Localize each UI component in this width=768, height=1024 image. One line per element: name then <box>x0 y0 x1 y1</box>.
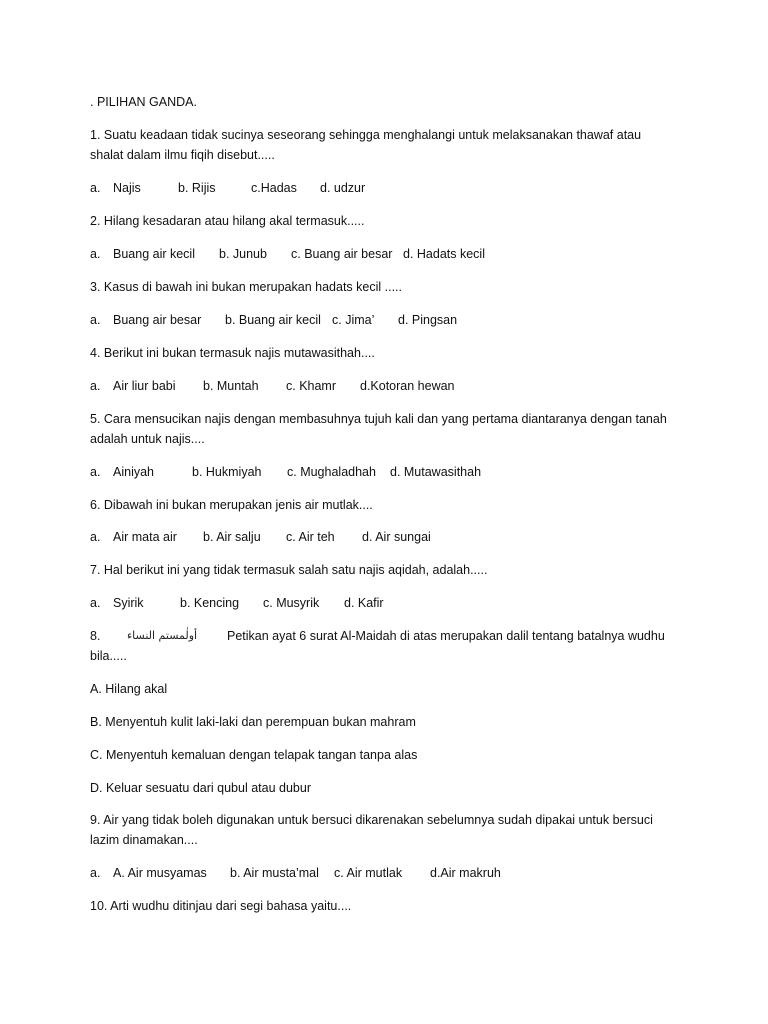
question-8-option-a: A. Hilang akal <box>90 682 168 696</box>
option-marker: a. <box>90 313 101 327</box>
option-d: d.Kotoran hewan <box>360 379 455 393</box>
question-5-line-1: 5. Cara mensucikan najis dengan membasuhnya tujuh kali dan yang pertama diantaranya dengan tanah <box>90 412 667 426</box>
option-a: Air mata air <box>113 530 177 544</box>
option-a: Najis <box>113 181 141 195</box>
option-b: b. Air musta’mal <box>230 866 319 880</box>
option-b: b. Kencing <box>180 596 240 610</box>
option-c: c. Air teh <box>286 530 335 544</box>
question-8-option-b: B. Menyentuh kulit laki-laki dan perempuan bukan mahram <box>90 715 416 729</box>
question-10-line-1: 10. Arti wudhu ditinjau dari segi bahasa yaitu.... <box>90 899 352 913</box>
option-c: c. Musyrik <box>263 596 320 610</box>
question-3-line-1: 3. Kasus di bawah ini bukan merupakan hadats kecil ..... <box>90 280 402 294</box>
option-marker: a. <box>90 596 101 610</box>
arabic-quote: أولٰمستم النساء <box>127 629 198 642</box>
option-c: c. Jima’ <box>332 313 375 327</box>
option-d: d. Hadats kecil <box>403 247 485 261</box>
option-c: c. Mughaladhah <box>287 465 376 479</box>
option-a: Buang air kecil <box>113 247 195 261</box>
option-c: c. Buang air besar <box>291 247 393 261</box>
question-8-line-1: Petikan ayat 6 surat Al-Maidah di atas merupakan dalil tentang batalnya wudhu <box>227 629 665 643</box>
option-b: b. Hukmiyah <box>192 465 262 479</box>
question-5-line-2: adalah untuk najis.... <box>90 432 205 446</box>
question-2-line-1: 2. Hilang kesadaran atau hilang akal termasuk..... <box>90 214 365 228</box>
option-d: d. Kafir <box>344 596 384 610</box>
option-marker: a. <box>90 247 101 261</box>
option-marker: a. <box>90 181 101 195</box>
question-7-line-1: 7. Hal berikut ini yang tidak termasuk salah satu najis aqidah, adalah..... <box>90 563 488 577</box>
question-9-line-2: lazim dinamakan.... <box>90 833 198 847</box>
question-1-line-1: 1. Suatu keadaan tidak sucinya seseorang sehingga menghalangi untuk melaksanakan thawaf atau <box>90 128 642 142</box>
option-marker: a. <box>90 866 101 880</box>
option-b: b. Junub <box>219 247 267 261</box>
option-d: d. Air sungai <box>362 530 431 544</box>
option-b: b. Buang air kecil <box>225 313 321 327</box>
option-a: Air liur babi <box>113 379 176 393</box>
option-a: Ainiyah <box>113 465 154 479</box>
option-d: d. Mutawasithah <box>390 465 482 479</box>
question-8-option-c: C. Menyentuh kemaluan dengan telapak tangan tanpa alas <box>90 748 418 762</box>
question-8-line-2: bila..... <box>90 649 127 663</box>
question-4-line-1: 4. Berikut ini bukan termasuk najis mutawasithah.... <box>90 346 375 360</box>
option-a: Syirik <box>113 596 144 610</box>
option-d: d. Pingsan <box>398 313 458 327</box>
option-a: Buang air besar <box>113 313 202 327</box>
option-a: A. Air musyamas <box>113 866 207 880</box>
option-marker: a. <box>90 379 101 393</box>
option-b: b. Air salju <box>203 530 261 544</box>
option-d: d. udzur <box>320 181 366 195</box>
option-d: d.Air makruh <box>430 866 501 880</box>
option-b: b. Rijis <box>178 181 216 195</box>
question-1-line-2: shalat dalam ilmu fiqih disebut..... <box>90 148 275 162</box>
question-8-option-d: D. Keluar sesuatu dari qubul atau dubur <box>90 781 311 795</box>
question-8-number: 8. <box>90 629 101 643</box>
option-marker: a. <box>90 530 101 544</box>
question-9-line-1: 9. Air yang tidak boleh digunakan untuk bersuci dikarenakan sebelumnya sudah dipakai untuk bersuci <box>90 813 653 827</box>
option-marker: a. <box>90 465 101 479</box>
section-heading: . PILIHAN GANDA. <box>90 95 197 109</box>
option-c: c. Air mutlak <box>334 866 403 880</box>
option-c: c.Hadas <box>251 181 297 195</box>
question-6-line-1: 6. Dibawah ini bukan merupakan jenis air mutlak.... <box>90 498 373 512</box>
option-c: c. Khamr <box>286 379 337 393</box>
option-b: b. Muntah <box>203 379 259 393</box>
